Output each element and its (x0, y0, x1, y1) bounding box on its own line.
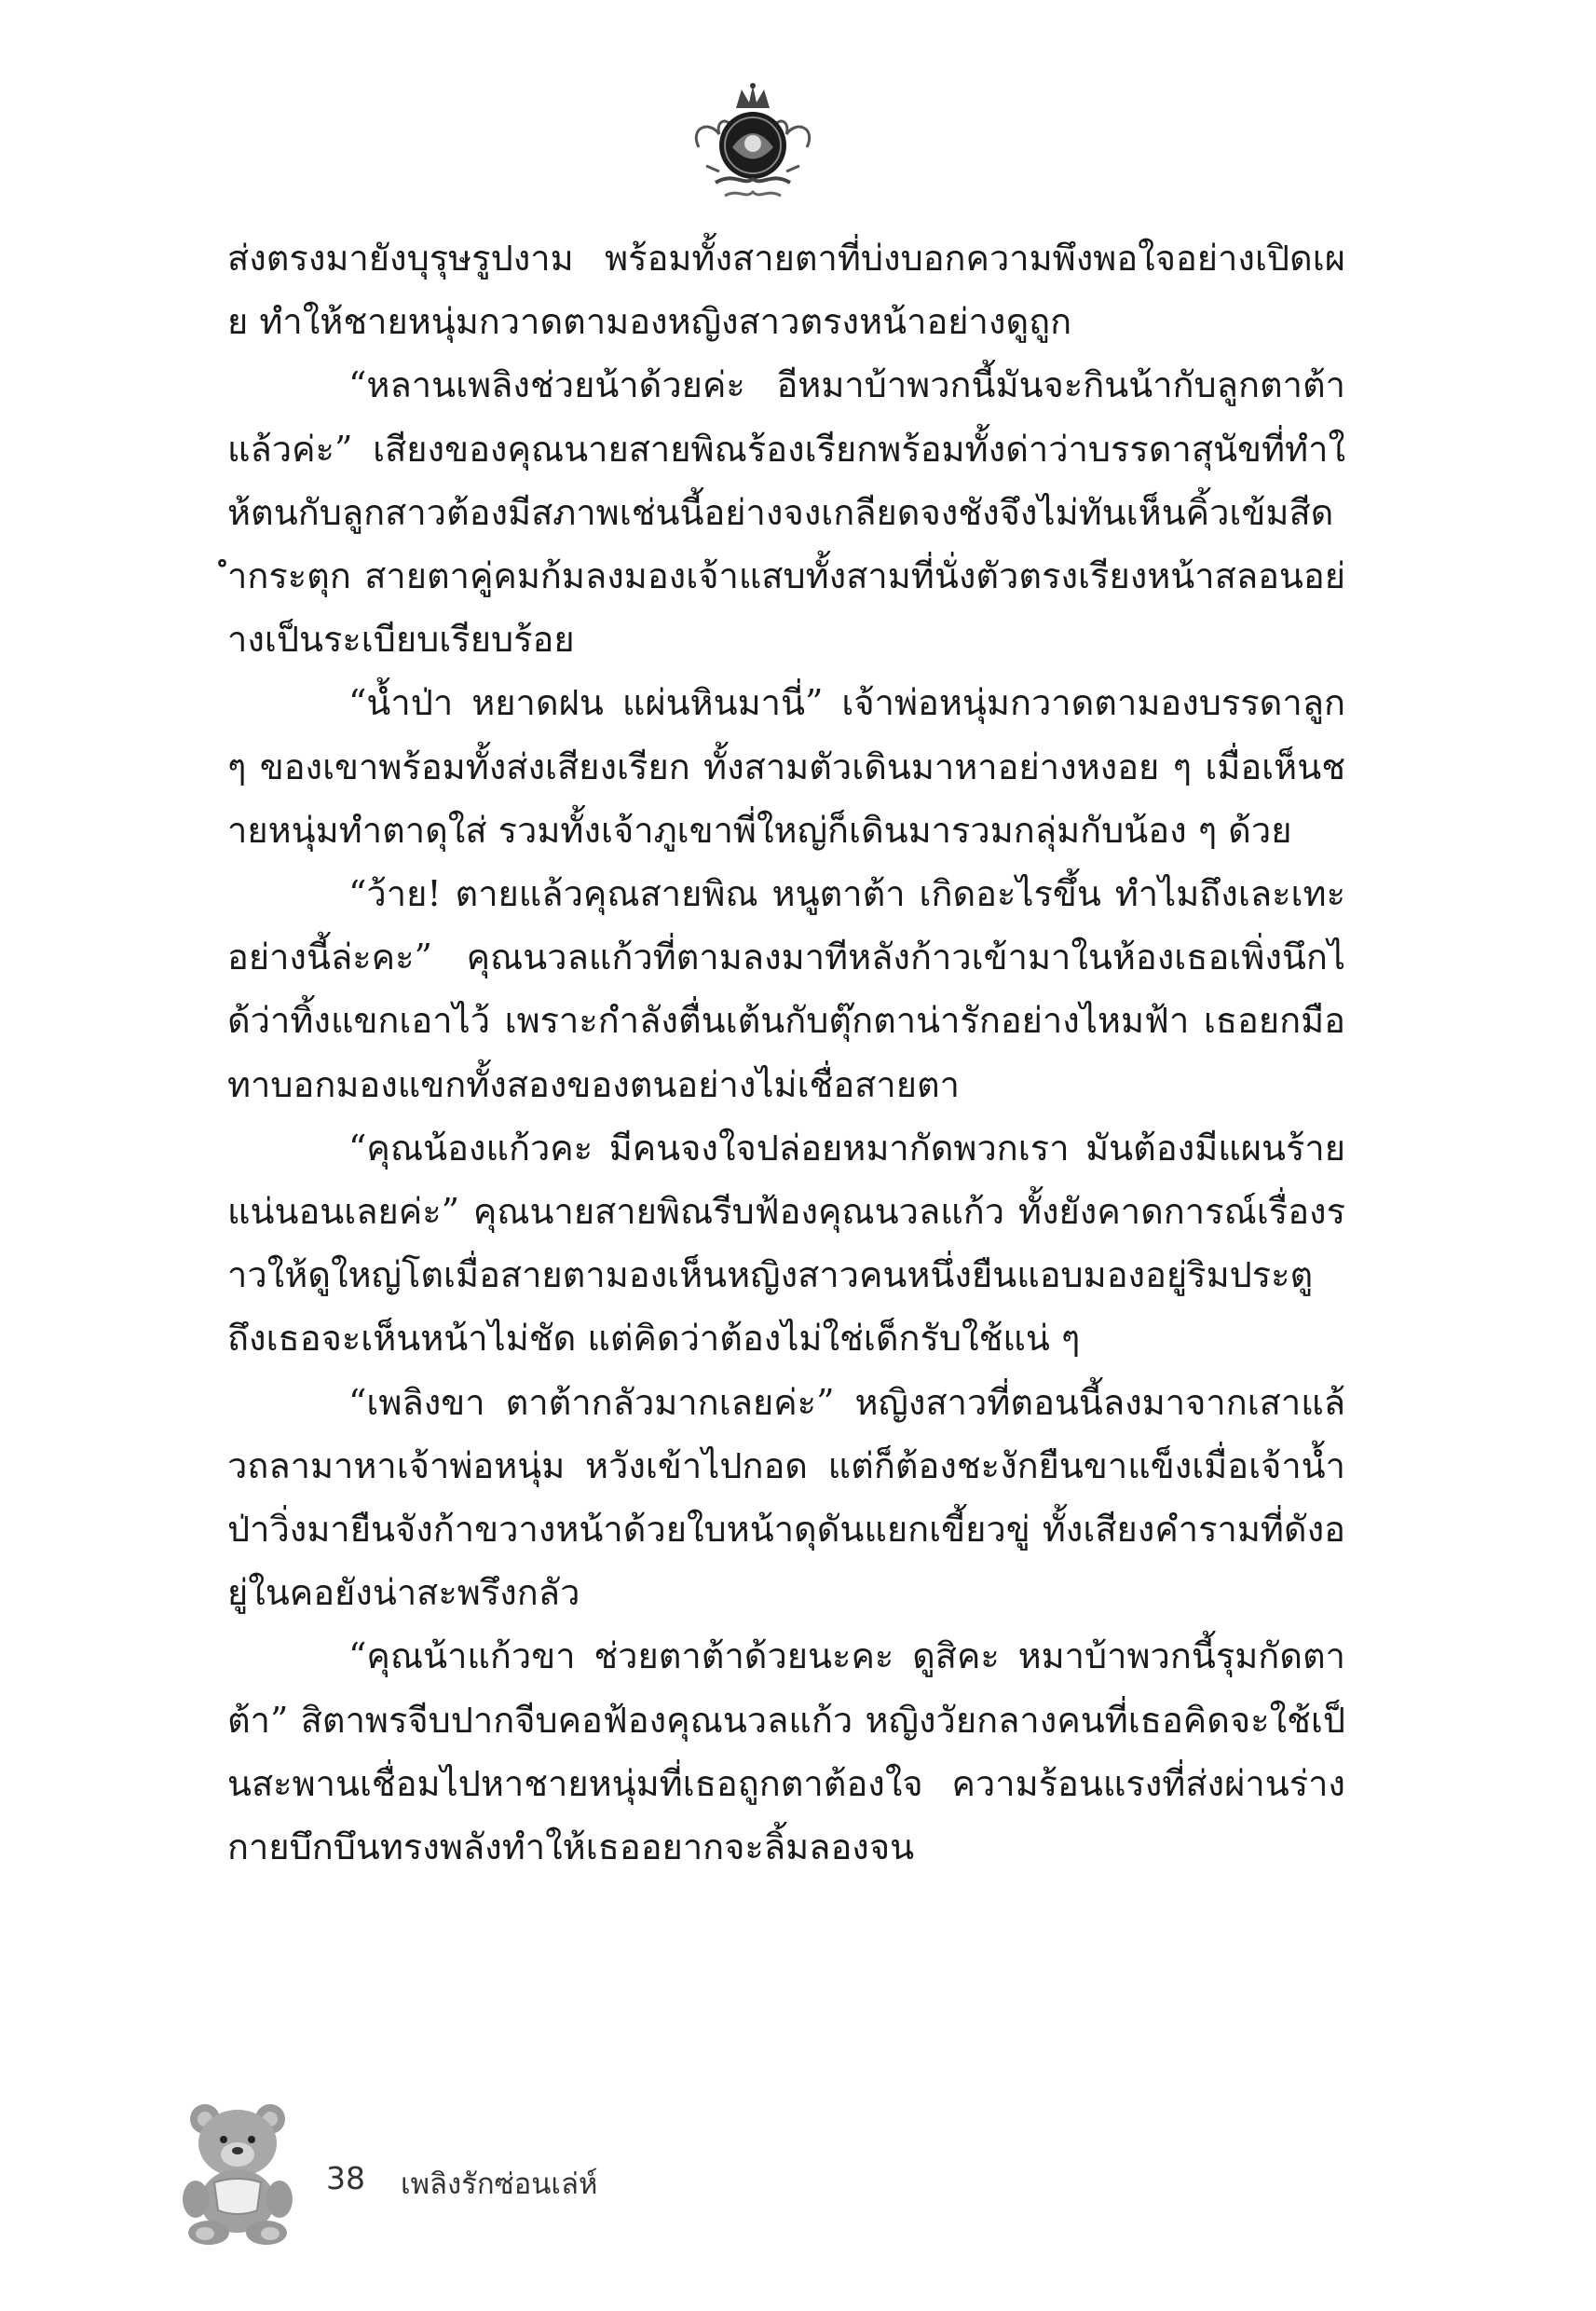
page-footer (177, 2097, 736, 2246)
book-title: เพลิงรักซ่อนเล่ห์ (401, 2167, 598, 2201)
paragraph-1: ส่งตรงมายังบุรุษรูปงาม พร้อมทั้งสายตาที่บ่งบอกความพึงพอใจอย่างเปิดเผย ทำให้ชายหนุ่มกวาดตามองหญิงสาวตรงหน้าอย่างดูถูก (227, 238, 1345, 343)
page-number: 38 (326, 2160, 365, 2196)
teddy-bear-icon (177, 2097, 298, 2246)
paragraph-5: “คุณน้องแก้วคะ มีคนจงใจปล่อยหมากัดพวกเรา มันต้องมีแผนร้ายแน่นอนเลยค่ะ” คุณนายสายพิณรีบฟ้องคุณนวลแก้ว ทั้งยังคาดการณ์เรื่องราวให้ดูใหญ่โตเมื่อสายตามองเห็นหญิงสาวคนหนึ่งยืนแอบมองอยู่ริมประตู ถึงเธอจะเห็นหน้าไม่ชัด แต่คิดว่าต้องไม่ใช่เด็กรับใช้แน่ ๆ (227, 1127, 1345, 1360)
paragraph-6: “เพลิงขา ตาต้ากลัวมากเลยค่ะ” หญิงสาวที่ตอนนี้ลงมาจากเสาแล้วถลามาหาเจ้าพ่อหนุ่ม หวังเข้าไปกอด แต่ก็ต้องชะงักยืนขาแข็งเมื่อเจ้าน้ำป่าวิ่งมายืนจังก้าขวางหน้าด้วยใบหน้าดุดันแยกเขี้ยวขู่ ทั้งเสียงคำรามที่ดังอยู่ในคอยังน่าสะพรึงกลัว (227, 1381, 1345, 1614)
body-text (227, 226, 1345, 1879)
paragraph-7: “คุณน้าแก้วขา ช่วยตาต้าด้วยนะคะ ดูสิคะ หมาบ้าพวกนี้รุมกัดตาต้า” สิตาพรจีบปากจีบคอฟ้องคุณนวลแก้ว หญิงวัยกลางคนที่เธอคิดจะใช้เป็นสะพานเชื่อมไปหาชายหนุ่มที่เธอถูกตาต้องใจ ความร้อนแรงที่ส่งผ่านร่างกายบึกบึนทรงพลังทำให้เธออยากจะลิ้มลองจน (227, 1635, 1345, 1868)
paragraph-2: “หลานเพลิงช่วยน้าด้วยค่ะ อีหมาบ้าพวกนี้มันจะกินน้ากับลูกตาต้าแล้วค่ะ” เสียงของคุณนายสายพิณร้องเรียกพร้อมทั้งด่าว่าบรรดาสุนัขที่ทำให้ตนกับลูกสาวต้องมีสภาพเช่นนี้อย่างจงเกลียดจงชังจึงไม่ทันเห็นคิ้วเข้มสีดำกระตุก สายตาคู่คมก้มลงมองเจ้าแสบทั้งสามที่นั่งตัวตรงเรียงหน้าสลอนอย่างเป็นระเบียบเรียบร้อย (227, 364, 1345, 661)
crest-ornament-icon (688, 82, 818, 203)
paragraph-3: “น้ำป่า หยาดฝน แผ่นหินมานี่” เจ้าพ่อหนุ่มกวาดตามองบรรดาลูก ๆ ของเขาพร้อมทั้งส่งเสียงเรียก ทั้งสามตัวเดินมาหาอย่างหงอย ๆ เมื่อเห็นชายหนุ่มทำตาดุใส่ รวมทั้งเจ้าภูเขาพี่ใหญ่ก็เดินมารวมกลุ่มกับน้อง ๆ ด้วย (227, 682, 1345, 851)
paragraph-4: “ว้าย! ตายแล้วคุณสายพิณ หนูตาต้า เกิดอะไรขึ้น ทำไมถึงเละเทะอย่างนี้ล่ะคะ” คุณนวลแก้วที่ตามลงมาทีหลังก้าวเข้ามาในห้องเธอเพิ่งนึกได้ว่าทิ้งแขกเอาไว้ เพราะกำลังตื่นเต้นกับตุ๊กตาน่ารักอย่างไหมฟ้า เธอยกมือทาบอกมองแขกทั้งสองของตนอย่างไม่เชื่อสายตา (227, 873, 1345, 1105)
